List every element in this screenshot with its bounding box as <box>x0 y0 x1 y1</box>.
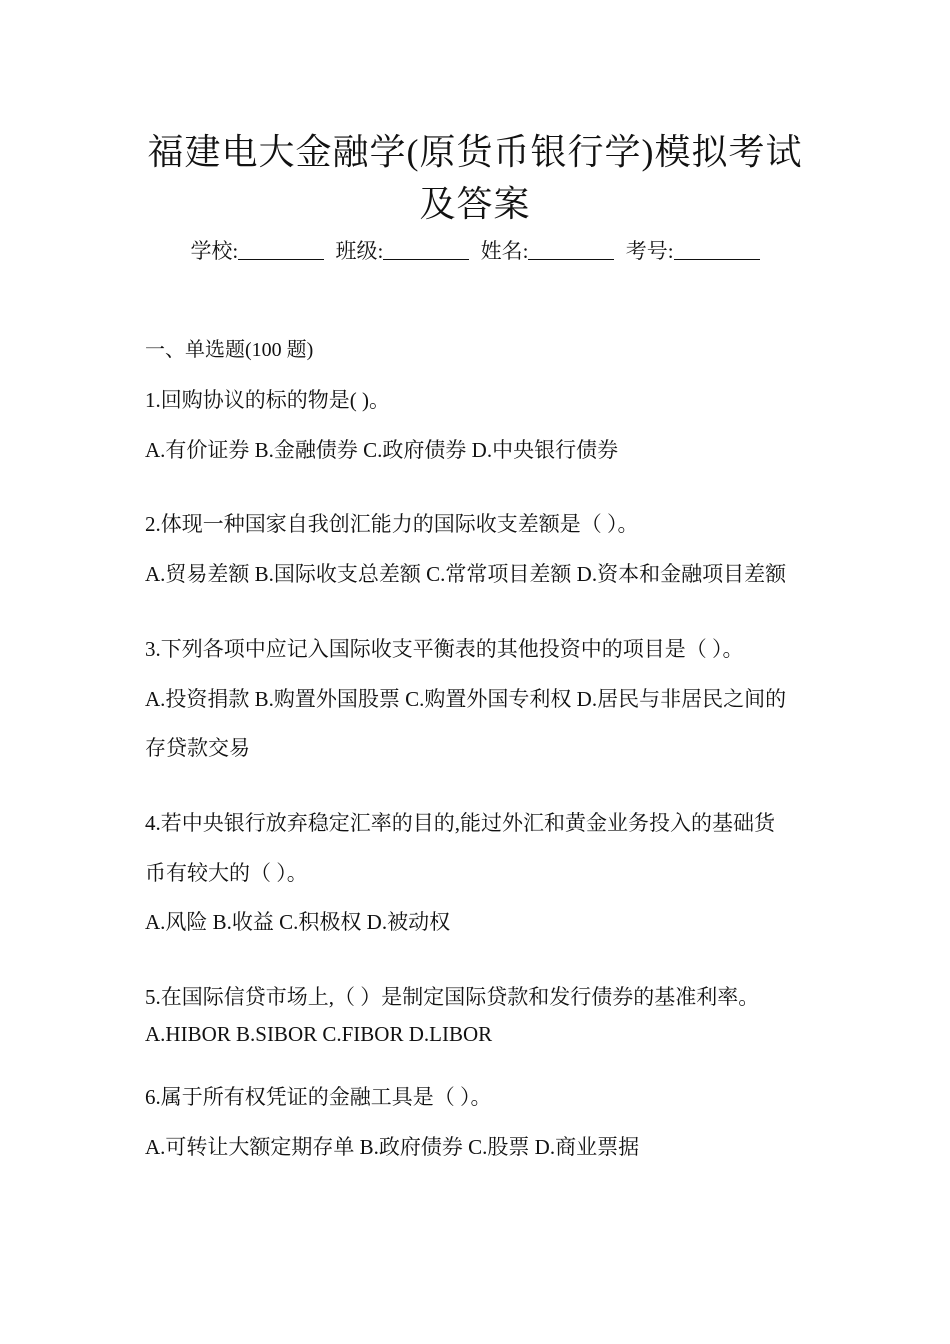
question-2-options: A.贸易差额 B.国际收支总差额 C.常常项目差额 D.资本和金融项目差额 <box>145 562 787 586</box>
question-4-cont: 币有较大的（ ）。 <box>145 861 308 885</box>
student-info-row <box>0 236 950 266</box>
class-label: 班级: <box>335 239 384 263</box>
question-3: 3.下列各项中应记入国际收支平衡表的其他投资中的项目是（ ）。 <box>145 637 744 661</box>
name-label: 姓名: <box>480 239 529 263</box>
question-3-options: A.投资捐款 B.购置外国股票 C.购置外国专利权 D.居民与非居民之间的 <box>145 687 787 711</box>
section-heading: 一、单选题(100 题) <box>145 339 314 361</box>
question-1-options: A.有价证券 B.金融债券 C.政府债券 D.中央银行债券 <box>145 438 619 462</box>
question-6-options: A.可转让大额定期存单 B.政府债券 C.股票 D.商业票据 <box>145 1135 640 1159</box>
document-title-line-2: 及答案 <box>419 184 531 224</box>
question-5: 5.在国际信贷市场上,（ ）是制定国际贷款和发行债券的基准利率。 <box>145 985 760 1009</box>
document-title-line-1: 福建电大金融学(原货币银行学)模拟考试 <box>147 132 803 172</box>
class-blank <box>383 239 469 260</box>
school-blank <box>238 239 324 260</box>
exam-number-label: 考号: <box>625 239 674 263</box>
question-1: 1.回购协议的标的物是( )。 <box>145 388 390 412</box>
question-2: 2.体现一种国家自我创汇能力的国际收支差额是（ ）。 <box>145 512 639 536</box>
question-4-options: A.风险 B.收益 C.积极权 D.被动权 <box>145 910 451 934</box>
name-field <box>481 239 615 263</box>
question-6: 6.属于所有权凭证的金融工具是（ ）。 <box>145 1085 492 1109</box>
class-field <box>336 239 470 263</box>
exam-number-blank <box>674 239 760 260</box>
name-blank <box>528 239 614 260</box>
school-field <box>190 239 324 263</box>
question-3-options-cont: 存贷款交易 <box>145 736 250 760</box>
question-5-options: A.HIBOR B.SIBOR C.FIBOR D.LIBOR <box>145 1022 493 1046</box>
exam-number-field <box>626 239 760 263</box>
school-label: 学校: <box>190 239 239 263</box>
question-4: 4.若中央银行放弃稳定汇率的目的,能过外汇和黄金业务投入的基础货 <box>145 811 775 835</box>
